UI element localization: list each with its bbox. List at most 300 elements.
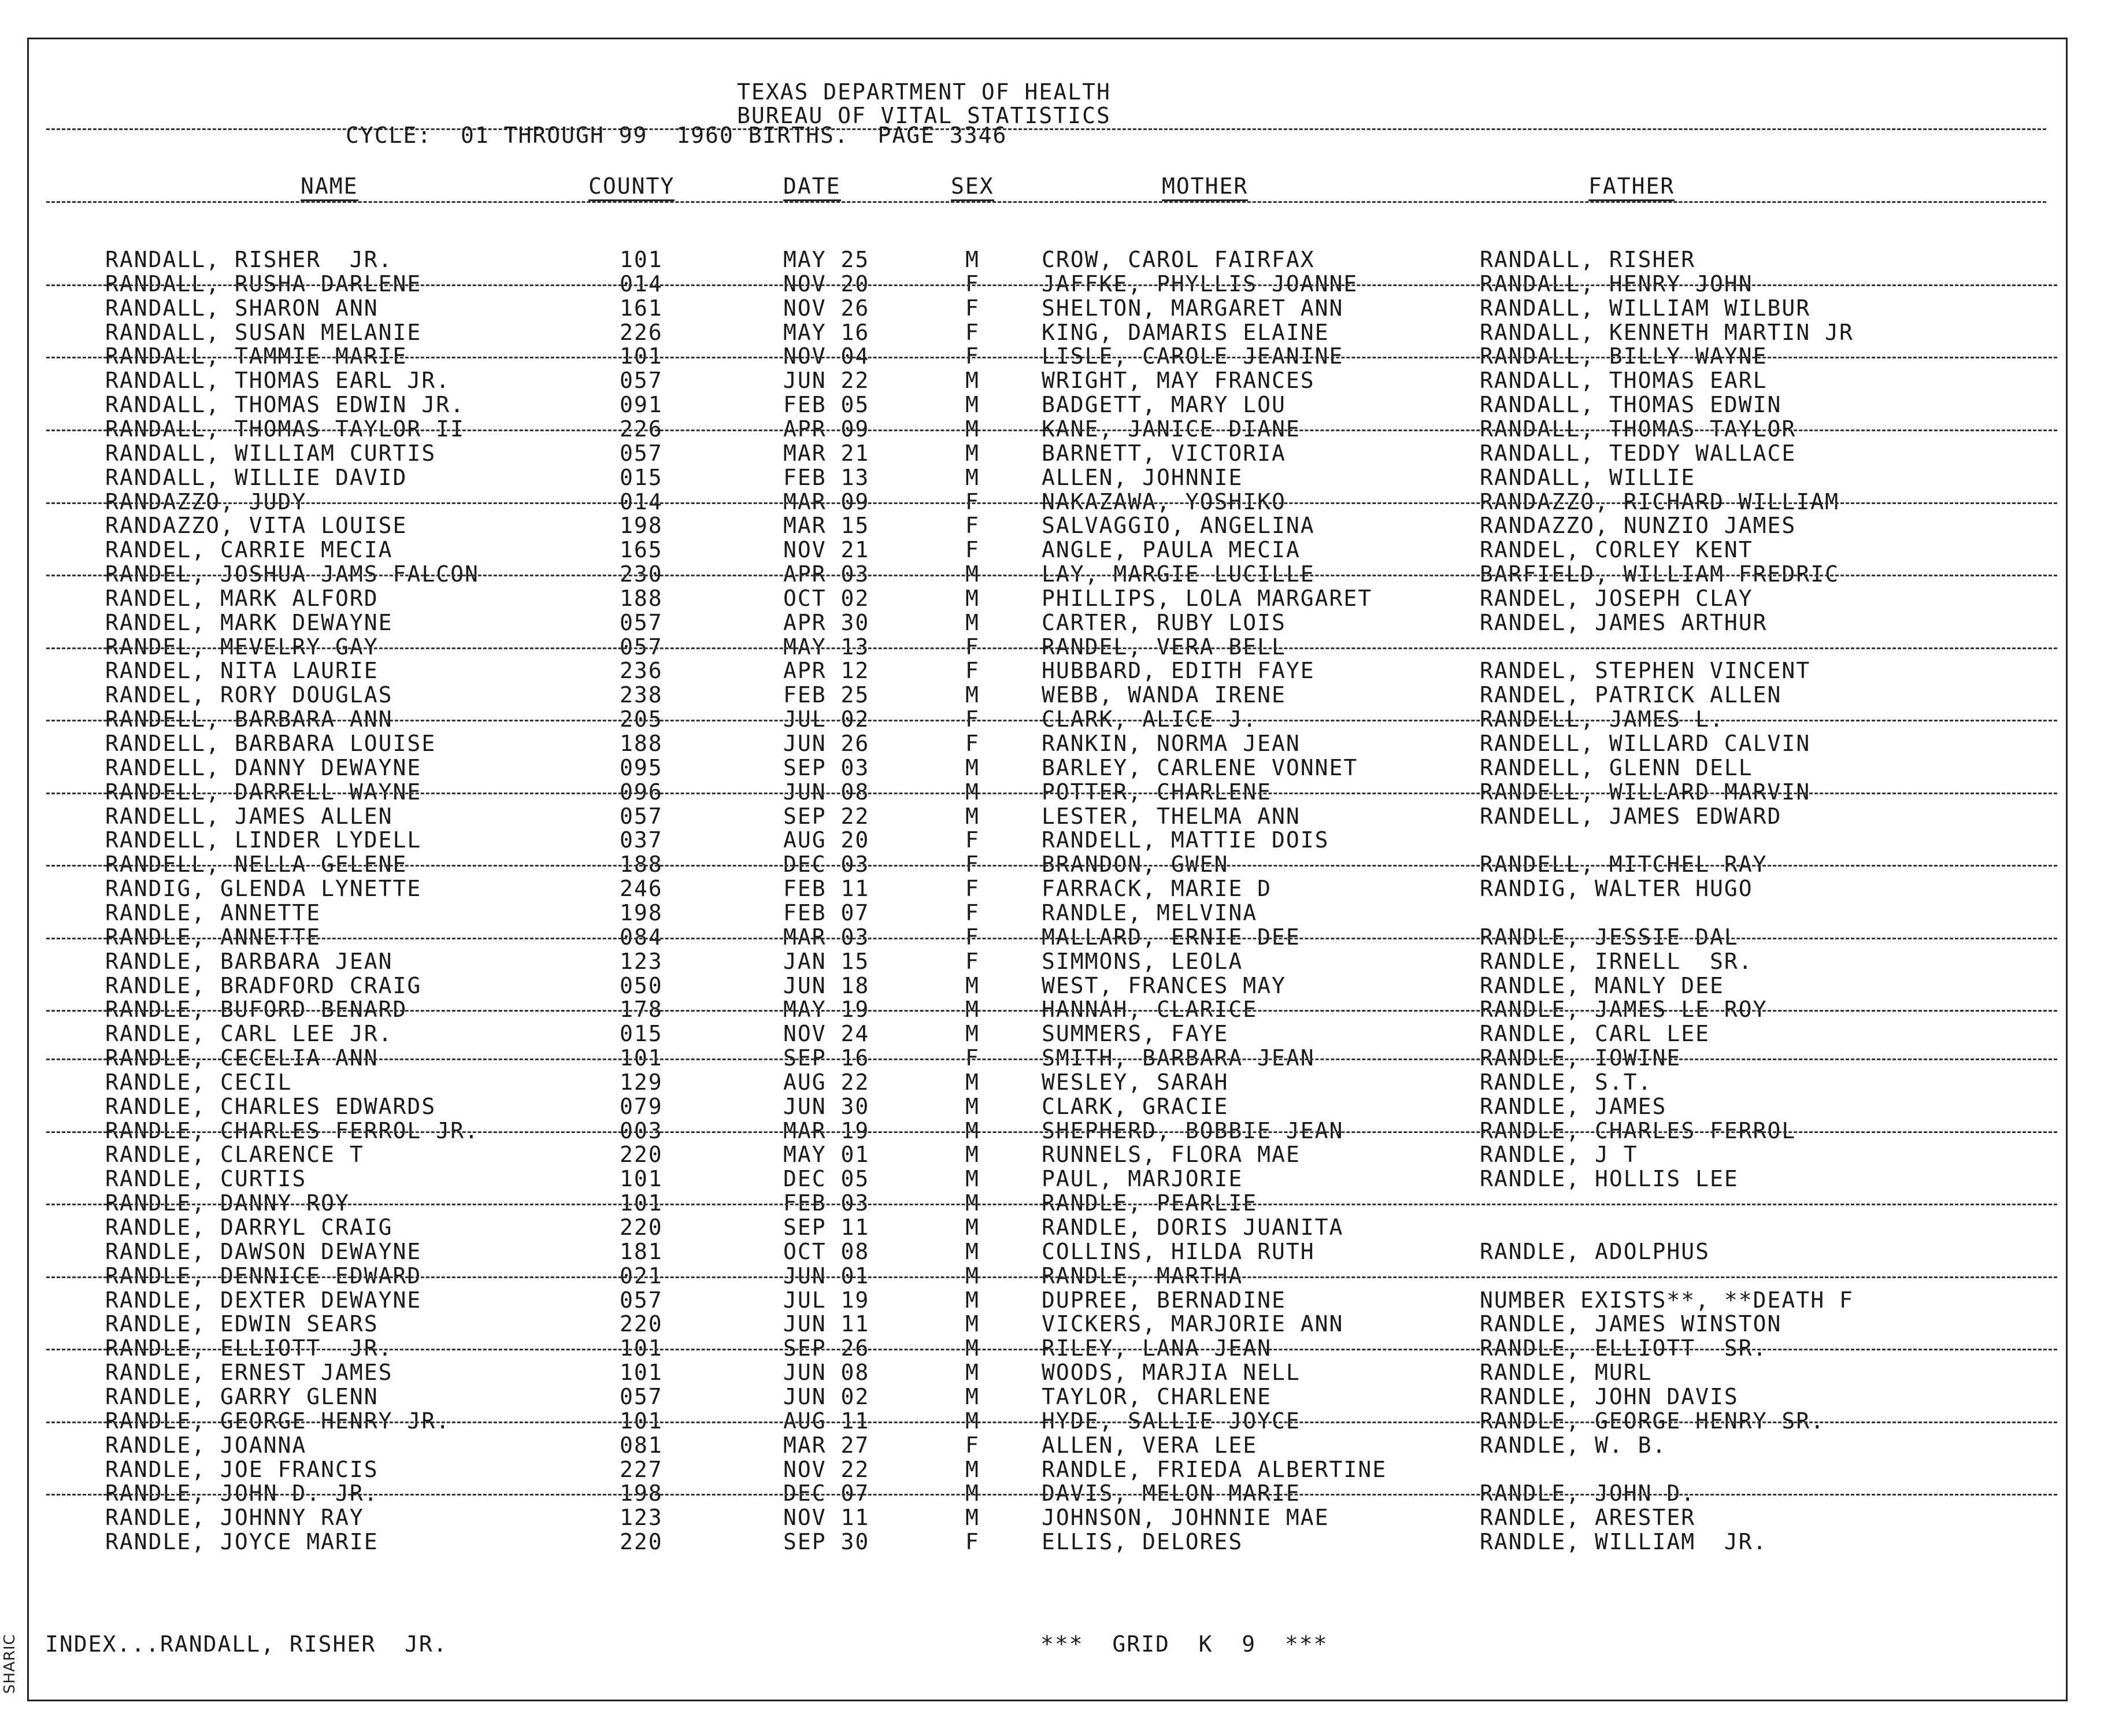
- cell-county: 165: [620, 537, 663, 562]
- footer-grid: *** GRID K 9 ***: [1040, 1631, 1328, 1657]
- cell-mother: RILEY, LANA JEAN: [1042, 1335, 1272, 1361]
- cell-date: JUN 30: [783, 1094, 870, 1119]
- cell-sex: M: [965, 755, 980, 780]
- cell-date: APR 12: [783, 658, 870, 683]
- cell-mother: JOHNSON, JOHNNIE MAE: [1042, 1505, 1329, 1530]
- cell-name: RANDELL, BARBARA LOUISE: [105, 731, 436, 756]
- cell-sex: M: [965, 465, 980, 490]
- cell-mother: CARTER, RUBY LOIS: [1042, 610, 1286, 635]
- cell-mother: BARLEY, CARLENE VONNET: [1042, 755, 1358, 780]
- cell-county: 003: [620, 1118, 663, 1143]
- cell-name: RANDLE, BARBARA JEAN: [105, 949, 393, 974]
- cell-date: JAN 15: [783, 949, 870, 974]
- column-header-father: FATHER: [1588, 173, 1675, 199]
- cell-sex: M: [965, 1457, 980, 1482]
- cell-mother: KING, DAMARIS ELAINE: [1042, 320, 1329, 345]
- cell-county: 101: [620, 1045, 663, 1071]
- cell-name: RANDALL, SUSAN MELANIE: [105, 320, 422, 345]
- cell-father: RANDLE, MANLY DEE: [1480, 973, 1724, 998]
- cell-name: RANDLE, CHARLES FERROL JR.: [105, 1118, 479, 1143]
- cell-county: 227: [620, 1457, 663, 1482]
- cell-sex: F: [965, 489, 980, 514]
- cell-sex: F: [965, 876, 980, 901]
- table-row: [0, 1021, 2115, 1046]
- cell-county: 123: [620, 949, 663, 974]
- cell-mother: DUPREE, BERNADINE: [1042, 1287, 1286, 1313]
- table-row: [0, 1336, 2115, 1360]
- cell-name: RANDLE, CHARLES EDWARDS: [105, 1094, 436, 1119]
- cell-date: APR 30: [783, 610, 870, 635]
- cell-mother: COLLINS, HILDA RUTH: [1042, 1239, 1315, 1264]
- cell-date: AUG 11: [783, 1408, 870, 1434]
- cell-date: DEC 05: [783, 1166, 870, 1191]
- cell-date: MAR 27: [783, 1433, 870, 1458]
- cell-county: 101: [620, 1166, 663, 1191]
- table-row: [0, 997, 2115, 1021]
- cell-sex: M: [965, 247, 980, 272]
- table-row: [0, 780, 2115, 804]
- cell-father: RANDLE, J T: [1480, 1142, 1638, 1167]
- cell-name: RANDLE, CECELIA ANN: [105, 1045, 379, 1071]
- table-row: [0, 1409, 2115, 1433]
- table-row: [0, 393, 2115, 417]
- cell-sex: M: [965, 1215, 980, 1240]
- cell-mother: CLARK, GRACIE: [1042, 1094, 1229, 1119]
- table-row: [0, 320, 2115, 345]
- cell-father: RANDLE, IOWINE: [1480, 1045, 1681, 1071]
- cell-sex: F: [965, 924, 980, 950]
- cell-mother: CROW, CAROL FAIRFAX: [1042, 247, 1315, 272]
- cell-father: RANDLE, MURL: [1480, 1360, 1653, 1385]
- cell-date: JUL 19: [783, 1287, 870, 1313]
- cell-county: 181: [620, 1239, 663, 1264]
- table-row: [0, 441, 2115, 465]
- cell-mother: RUNNELS, FLORA MAE: [1042, 1142, 1301, 1167]
- cell-date: MAR 09: [783, 489, 870, 514]
- cell-date: JUL 02: [783, 706, 870, 732]
- cell-mother: SIMMONS, LEOLA: [1042, 949, 1243, 974]
- cell-county: 057: [620, 804, 663, 829]
- cell-county: 220: [620, 1215, 663, 1240]
- cell-father: RANDELL, WILLARD MARVIN: [1480, 779, 1811, 805]
- cell-name: RANDLE, GEORGE HENRY JR.: [105, 1408, 451, 1434]
- table-row: [0, 635, 2115, 659]
- cell-date: NOV 24: [783, 1021, 870, 1046]
- table-row: [0, 586, 2115, 610]
- cell-county: 230: [620, 561, 663, 587]
- cell-mother: RANDELL, MATTIE DOIS: [1042, 827, 1329, 853]
- cell-county: 084: [620, 924, 663, 950]
- cell-name: RANDAZZO, VITA LOUISE: [105, 513, 408, 538]
- header-agency: TEXAS DEPARTMENT OF HEALTH: [737, 79, 1111, 105]
- cell-father: RANDLE, JAMES LE ROY: [1480, 997, 1768, 1022]
- cell-sex: F: [965, 1045, 980, 1071]
- cell-name: RANDELL, DARRELL WAYNE: [105, 779, 422, 805]
- cell-county: 057: [620, 368, 663, 393]
- cell-sex: M: [965, 997, 980, 1022]
- cell-county: 014: [620, 489, 663, 514]
- cell-father: RANDALL, THOMAS EDWIN: [1480, 392, 1782, 417]
- cell-mother: FARRACK, MARIE D: [1042, 876, 1272, 901]
- table-row: [0, 1215, 2115, 1239]
- cell-mother: RANKIN, NORMA JEAN: [1042, 731, 1301, 756]
- cell-date: MAY 19: [783, 997, 870, 1022]
- cell-sex: F: [965, 658, 980, 683]
- cell-county: 220: [620, 1529, 663, 1554]
- cell-county: 101: [620, 1360, 663, 1385]
- cell-county: 101: [620, 247, 663, 272]
- cell-date: SEP 26: [783, 1335, 870, 1361]
- cell-date: SEP 30: [783, 1529, 870, 1554]
- cell-mother: JAFFKE, PHYLLIS JOANNE: [1042, 271, 1358, 297]
- cell-mother: DAVIS, MELON MARIE: [1042, 1480, 1301, 1506]
- cell-date: NOV 26: [783, 295, 870, 321]
- cell-name: RANDELL, DANNY DEWAYNE: [105, 755, 422, 780]
- cell-mother: SMITH, BARBARA JEAN: [1042, 1045, 1315, 1071]
- cell-name: RANDLE, DAWSON DEWAYNE: [105, 1239, 422, 1264]
- cell-father: RANDALL, HENRY JOHN: [1480, 271, 1753, 297]
- cell-name: RANDLE, ERNEST JAMES: [105, 1360, 393, 1385]
- cell-mother: RANDLE, PEARLIE: [1042, 1190, 1258, 1216]
- cell-father: RANDLE, ARESTER: [1480, 1505, 1696, 1530]
- cell-sex: M: [965, 682, 980, 708]
- footer-index: INDEX...RANDALL, RISHER JR.: [45, 1631, 448, 1657]
- cell-mother: TAYLOR, CHARLENE: [1042, 1384, 1272, 1409]
- cell-name: RANDLE, EDWIN SEARS: [105, 1311, 379, 1337]
- table-row: [0, 1312, 2115, 1336]
- cell-mother: SHEPHERD, BOBBIE JEAN: [1042, 1118, 1344, 1143]
- header-cycle: CYCLE: 01 THROUGH 99 1960 BIRTHS. PAGE 3346: [346, 123, 1008, 148]
- cell-county: 220: [620, 1142, 663, 1167]
- table-row: [0, 731, 2115, 756]
- table-row: [0, 804, 2115, 828]
- cell-name: RANDELL, NELLA GELENE: [105, 852, 408, 877]
- cell-father: RANDLE, CHARLES FERROL: [1480, 1118, 1797, 1143]
- cell-county: 101: [620, 343, 663, 369]
- cell-mother: RANDLE, MELVINA: [1042, 900, 1258, 926]
- cell-father: RANDLE, WILLIAM JR.: [1480, 1529, 1768, 1554]
- cell-sex: M: [965, 1069, 980, 1095]
- cell-name: RANDLE, CLARENCE T: [105, 1142, 364, 1167]
- table-row: [0, 1385, 2115, 1409]
- cell-sex: M: [965, 1021, 980, 1046]
- cell-county: 096: [620, 779, 663, 805]
- table-row: [0, 1433, 2115, 1457]
- cell-date: JUN 02: [783, 1384, 870, 1409]
- cell-date: NOV 21: [783, 537, 870, 562]
- cell-date: SEP 03: [783, 755, 870, 780]
- cell-county: 226: [620, 416, 663, 442]
- column-header-date: DATE: [783, 173, 841, 199]
- cell-county: 226: [620, 320, 663, 345]
- cell-county: 236: [620, 658, 663, 683]
- cell-father: RANDALL, RISHER: [1480, 247, 1696, 272]
- cell-sex: F: [965, 1529, 980, 1554]
- cell-name: RANDELL, JAMES ALLEN: [105, 804, 393, 829]
- cell-sex: M: [965, 1190, 980, 1216]
- cell-date: APR 03: [783, 561, 870, 587]
- cell-father: RANDLE, JESSIE DAL: [1480, 924, 1739, 950]
- table-row: [0, 683, 2115, 707]
- cell-father: RANDELL, GLENN DELL: [1480, 755, 1753, 780]
- cell-county: 057: [620, 634, 663, 660]
- cell-county: 161: [620, 295, 663, 321]
- cell-date: JUN 11: [783, 1311, 870, 1337]
- cell-father: NUMBER EXISTS**, **DEATH F: [1480, 1287, 1854, 1313]
- cell-county: 050: [620, 973, 663, 998]
- cell-mother: KANE, JANICE DIANE: [1042, 416, 1301, 442]
- cell-name: RANDALL, RISHER JR.: [105, 247, 393, 272]
- cell-sex: M: [965, 586, 980, 611]
- cell-father: RANDLE, JOHN D.: [1480, 1480, 1696, 1506]
- cell-county: 178: [620, 997, 663, 1022]
- cell-county: 220: [620, 1311, 663, 1337]
- cell-father: RANDLE, JOHN DAVIS: [1480, 1384, 1739, 1409]
- cell-father: RANDELL, JAMES EDWARD: [1480, 804, 1782, 829]
- cell-name: RANDALL, WILLIE DAVID: [105, 465, 408, 490]
- cell-county: 129: [620, 1069, 663, 1095]
- cell-mother: LAY, MARGIE LUCILLE: [1042, 561, 1315, 587]
- cell-date: FEB 13: [783, 465, 870, 490]
- table-row: [0, 1070, 2115, 1094]
- cell-father: RANDEL, STEPHEN VINCENT: [1480, 658, 1811, 683]
- table-row: [0, 1167, 2115, 1191]
- cell-father: RANDLE, JAMES WINSTON: [1480, 1311, 1782, 1337]
- cell-sex: F: [965, 852, 980, 877]
- cell-sex: F: [965, 537, 980, 562]
- cell-sex: M: [965, 779, 980, 805]
- table-row: [0, 562, 2115, 586]
- table-row: [0, 610, 2115, 635]
- cell-mother: BRANDON, GWEN: [1042, 852, 1229, 877]
- cell-name: RANDELL, BARBARA ANN: [105, 706, 393, 732]
- cell-name: RANDLE, ELLIOTT JR.: [105, 1335, 393, 1361]
- cell-county: 188: [620, 852, 663, 877]
- cell-father: RANDELL, JAMES L.: [1480, 706, 1724, 732]
- cell-sex: F: [965, 949, 980, 974]
- table-row: [0, 490, 2115, 514]
- table-row: [0, 852, 2115, 876]
- cell-mother: SALVAGGIO, ANGELINA: [1042, 513, 1315, 538]
- cell-mother: NAKAZAWA, YOSHIKO: [1042, 489, 1286, 514]
- cell-date: JUN 18: [783, 973, 870, 998]
- cell-father: RANDAZZO, RICHARD WILLIAM: [1480, 489, 1839, 514]
- cell-county: 057: [620, 441, 663, 466]
- cell-date: JUN 08: [783, 779, 870, 805]
- cell-county: 057: [620, 610, 663, 635]
- cell-father: RANDLE, W. B.: [1480, 1433, 1667, 1458]
- cell-date: SEP 11: [783, 1215, 870, 1240]
- cell-name: RANDALL, WILLIAM CURTIS: [105, 441, 436, 466]
- cell-name: RANDALL, THOMAS EARL JR.: [105, 368, 451, 393]
- cell-name: RANDLE, ANNETTE: [105, 900, 321, 926]
- cell-sex: M: [965, 1408, 980, 1434]
- cell-county: 123: [620, 1505, 663, 1530]
- cell-name: RANDLE, GARRY GLENN: [105, 1384, 379, 1409]
- cell-name: RANDEL, NITA LAURIE: [105, 658, 379, 683]
- cell-mother: BARNETT, VICTORIA: [1042, 441, 1286, 466]
- cell-sex: M: [965, 1480, 980, 1506]
- cell-county: 091: [620, 392, 663, 417]
- cell-name: RANDLE, CARL LEE JR.: [105, 1021, 393, 1046]
- table-row: [0, 1191, 2115, 1215]
- cell-name: RANDEL, CARRIE MECIA: [105, 537, 393, 562]
- cell-sex: M: [965, 1287, 980, 1313]
- cell-sex: M: [965, 1384, 980, 1409]
- cell-name: RANDLE, CURTIS: [105, 1166, 307, 1191]
- cell-county: 101: [620, 1190, 663, 1216]
- cell-mother: ANGLE, PAULA MECIA: [1042, 537, 1301, 562]
- cell-mother: ELLIS, DELORES: [1042, 1529, 1243, 1554]
- cell-father: BARFIELD, WILLIAM FREDRIC: [1480, 561, 1839, 587]
- cell-sex: F: [965, 320, 980, 345]
- cell-father: RANDAZZO, NUNZIO JAMES: [1480, 513, 1797, 538]
- table-row: [0, 296, 2115, 320]
- cell-county: 101: [620, 1408, 663, 1434]
- cell-county: 101: [620, 1335, 663, 1361]
- table-row: [0, 1142, 2115, 1167]
- cell-name: RANDLE, BUFORD BENARD: [105, 997, 408, 1022]
- cell-date: MAY 16: [783, 320, 870, 345]
- cell-mother: RANDLE, MARTHA: [1042, 1263, 1243, 1289]
- cell-father: RANDLE, IRNELL SR.: [1480, 949, 1753, 974]
- cell-mother: CLARK, ALICE J.: [1042, 706, 1258, 732]
- cell-date: MAR 03: [783, 924, 870, 950]
- cell-sex: M: [965, 1360, 980, 1385]
- cell-name: RANDLE, JOHN D. JR.: [105, 1480, 379, 1506]
- cell-sex: M: [965, 1311, 980, 1337]
- cell-date: NOV 11: [783, 1505, 870, 1530]
- cell-sex: M: [965, 804, 980, 829]
- cell-father: RANDEL, JAMES ARTHUR: [1480, 610, 1768, 635]
- cell-date: JUN 01: [783, 1263, 870, 1289]
- cell-date: AUG 22: [783, 1069, 870, 1095]
- cell-county: 205: [620, 706, 663, 732]
- cell-mother: HUBBARD, EDITH FAYE: [1042, 658, 1315, 683]
- table-row: [0, 538, 2115, 562]
- cell-name: RANDIG, GLENDA LYNETTE: [105, 876, 422, 901]
- cell-mother: MALLARD, ERNIE DEE: [1042, 924, 1301, 950]
- cell-sex: F: [965, 731, 980, 756]
- cell-mother: RANDEL, VERA BELL: [1042, 634, 1286, 660]
- column-header-mother: MOTHER: [1162, 173, 1248, 199]
- header-bureau: BUREAU OF VITAL STATISTICS: [737, 103, 1111, 128]
- cell-mother: HYDE, SALLIE JOYCE: [1042, 1408, 1301, 1434]
- cell-mother: WOODS, MARJIA NELL: [1042, 1360, 1301, 1385]
- cell-date: SEP 22: [783, 804, 870, 829]
- cell-mother: SUMMERS, FAYE: [1042, 1021, 1229, 1046]
- cell-name: RANDLE, DARRYL CRAIG: [105, 1215, 393, 1240]
- cell-mother: ALLEN, VERA LEE: [1042, 1433, 1258, 1458]
- cell-mother: ALLEN, JOHNNIE: [1042, 465, 1243, 490]
- cell-sex: M: [965, 416, 980, 442]
- table-row: [0, 901, 2115, 925]
- cell-sex: M: [965, 973, 980, 998]
- cell-sex: M: [965, 1166, 980, 1191]
- cell-name: RANDLE, CECIL: [105, 1069, 292, 1095]
- cell-county: 188: [620, 586, 663, 611]
- cell-father: RANDLE, ELLIOTT SR.: [1480, 1335, 1768, 1361]
- cell-county: 198: [620, 1480, 663, 1506]
- cell-date: SEP 16: [783, 1045, 870, 1071]
- table-row: [0, 658, 2115, 683]
- cell-sex: M: [965, 1263, 980, 1289]
- cell-county: 198: [620, 900, 663, 926]
- cell-sex: F: [965, 295, 980, 321]
- cell-sex: M: [965, 1118, 980, 1143]
- cell-sex: M: [965, 1094, 980, 1119]
- cell-name: RANDELL, LINDER LYDELL: [105, 827, 422, 853]
- cell-name: RANDALL, SHARON ANN: [105, 295, 379, 321]
- cell-father: RANDALL, THOMAS TAYLOR: [1480, 416, 1797, 442]
- table-row: [0, 707, 2115, 731]
- cell-date: MAR 15: [783, 513, 870, 538]
- cell-father: RANDALL, TEDDY WALLACE: [1480, 441, 1797, 466]
- side-label: SHARIC: [1, 1634, 18, 1694]
- cell-name: RANDLE, BRADFORD CRAIG: [105, 973, 422, 998]
- cell-sex: F: [965, 634, 980, 660]
- cell-name: RANDLE, JOHNNY RAY: [105, 1505, 364, 1530]
- cell-mother: PAUL, MARJORIE: [1042, 1166, 1243, 1191]
- cell-sex: F: [965, 513, 980, 538]
- table-row: [0, 1457, 2115, 1482]
- cell-name: RANDLE, ANNETTE: [105, 924, 321, 950]
- cell-sex: M: [965, 1505, 980, 1530]
- table-row: [0, 344, 2115, 368]
- cell-county: 246: [620, 876, 663, 901]
- cell-date: FEB 03: [783, 1190, 870, 1216]
- table-row: [0, 513, 2115, 538]
- cell-county: 238: [620, 682, 663, 708]
- cell-name: RANDLE, DENNICE EDWARD: [105, 1263, 422, 1289]
- cell-date: APR 09: [783, 416, 870, 442]
- cell-sex: M: [965, 368, 980, 393]
- cell-date: MAR 19: [783, 1118, 870, 1143]
- table-row: [0, 1046, 2115, 1070]
- cell-mother: WESLEY, SARAH: [1042, 1069, 1229, 1095]
- cell-father: RANDELL, WILLARD CALVIN: [1480, 731, 1811, 756]
- table-row: [0, 465, 2115, 490]
- cell-mother: VICKERS, MARJORIE ANN: [1042, 1311, 1344, 1337]
- table-row: [0, 1094, 2115, 1119]
- cell-name: RANDEL, MEVELRY GAY: [105, 634, 379, 660]
- table-row: [0, 1360, 2115, 1385]
- cell-county: 037: [620, 827, 663, 853]
- cell-date: FEB 05: [783, 392, 870, 417]
- cell-county: 015: [620, 465, 663, 490]
- cell-name: RANDLE, JOANNA: [105, 1433, 307, 1458]
- cell-name: RANDALL, THOMAS EDWIN JR.: [105, 392, 465, 417]
- cell-mother: LISLE, CAROLE JEANINE: [1042, 343, 1344, 369]
- table-row: [0, 417, 2115, 441]
- cell-county: 057: [620, 1384, 663, 1409]
- table-row: [0, 974, 2115, 998]
- cell-county: 095: [620, 755, 663, 780]
- cell-date: JUN 26: [783, 731, 870, 756]
- cell-county: 021: [620, 1263, 663, 1289]
- cell-mother: BADGETT, MARY LOU: [1042, 392, 1286, 417]
- cell-county: 081: [620, 1433, 663, 1458]
- header-divider-bottom: [46, 201, 2046, 203]
- cell-sex: M: [965, 610, 980, 635]
- cell-name: RANDALL, RUSHA DARLENE: [105, 271, 422, 297]
- cell-date: FEB 07: [783, 900, 870, 926]
- table-row: [0, 828, 2115, 852]
- cell-county: 057: [620, 1287, 663, 1313]
- cell-father: RANDLE, CARL LEE: [1480, 1021, 1710, 1046]
- cell-sex: F: [965, 1433, 980, 1458]
- cell-mother: SHELTON, MARGARET ANN: [1042, 295, 1344, 321]
